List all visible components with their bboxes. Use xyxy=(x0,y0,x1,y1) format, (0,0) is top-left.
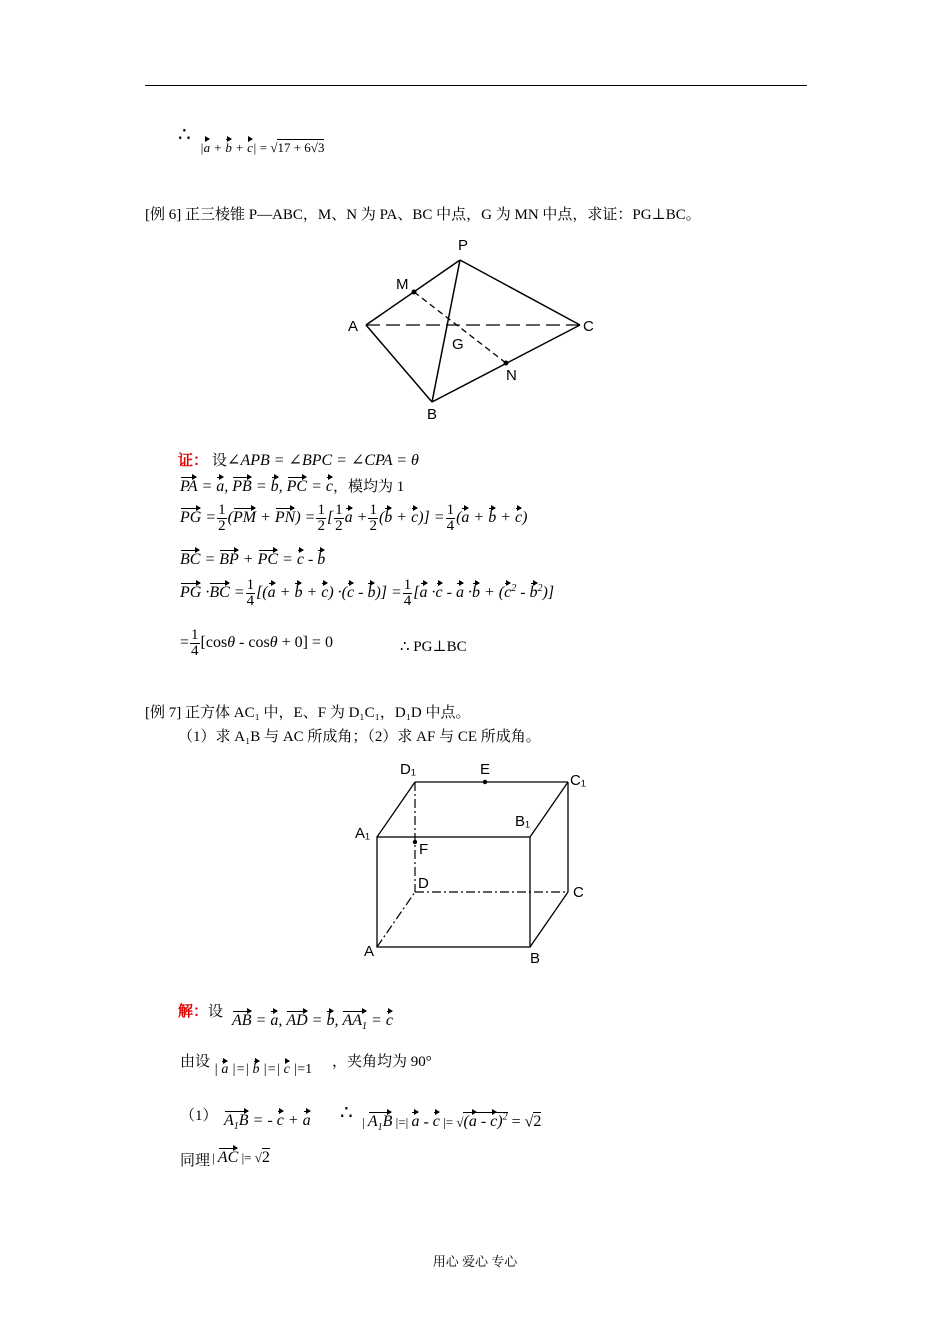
solution-label: 解： xyxy=(178,1004,209,1020)
proof-line-5: PG ·BC = $\frac{1}{4}$ [(a + b + c) ·(c - b)] = $\frac{1}{4}$ $[a \cdot c - a \cdot b + (c^2 - b^2)]$ xyxy=(180,577,555,609)
proof-line-2: PA = a, PB = b, PC = c，模均为 1 xyxy=(180,478,405,495)
label-C1: C₁ xyxy=(570,772,586,789)
header-rule xyxy=(145,85,807,86)
part1-result: | $A_1B$ |=| a - c |= √(a - c)$^2$ = √2 xyxy=(362,1112,542,1134)
solution-set-expr: AB = a, AD = b, $AA_1 = c$ xyxy=(232,1012,393,1033)
label-A: A xyxy=(348,318,359,335)
part1-expr: $A_1B$ = - c + a xyxy=(224,1112,311,1133)
proof-conclusion: ∴ PG⊥BC xyxy=(400,639,467,655)
example6-title: [例 6] 正三棱锥 P—ABC，M、N 为 PA、BC 中点，G 为 MN 中点，求证：PG⊥BC。 xyxy=(145,207,701,223)
proof-label: 证： xyxy=(178,453,209,469)
proof-line-1: 证： 设∠APB = ∠BPC = ∠CPA = θ xyxy=(178,452,419,469)
label-D1: D₁ xyxy=(400,761,416,778)
label-N: N xyxy=(506,367,517,384)
label-M: M xyxy=(396,276,409,293)
part1-therefore: ∴ xyxy=(340,1102,353,1124)
footer-text: 用心 爱心 专心 xyxy=(432,1254,518,1269)
same-expr: | AC |= √2 xyxy=(212,1149,270,1166)
proof-line-6: = $\frac{1}{4}$ [cosθ - cosθ + 0] = 0 xyxy=(180,627,333,659)
therefore-line-1 xyxy=(178,126,191,151)
given-expr: | a |=| b |=| c |=1 xyxy=(214,1062,313,1077)
example7-questions: （1）求 A₁B 与 AC 所成角；（2）求 AF 与 CE 所成角。 xyxy=(178,729,541,745)
label-F: F xyxy=(419,841,429,858)
label-A: A xyxy=(364,943,375,960)
label-B1: B₁ xyxy=(515,813,531,830)
proof-line-3: PG = $\frac{1}{2}$ (PM + PN) = $\frac{1}{2}$ [ $\frac{1}{2}$ a + $\frac{1}{2}$ (b + c)] = $\frac{1}{4}$ (a + b + c) xyxy=(180,502,528,534)
therefore-symbol: ∴ xyxy=(178,124,191,146)
magnitude-expression: |a + b + c| = √17 + 6√3 xyxy=(200,140,325,155)
modulus-note: ，模均为 1 xyxy=(332,479,405,495)
label-G: G xyxy=(452,336,464,353)
example7-title: [例 7] 正方体 AC₁ 中，E、F 为 D₁C₁，D₁D 中点。 xyxy=(145,705,471,721)
label-C: C xyxy=(573,884,584,901)
solution-line-1 xyxy=(178,1000,223,1021)
label-B: B xyxy=(530,950,541,967)
label-B: B xyxy=(427,406,438,423)
pyramid-figure xyxy=(330,230,630,425)
same-prefix: 同理 xyxy=(180,1153,211,1169)
given-prefix: 由设 xyxy=(180,1054,211,1070)
solution-set: 设 xyxy=(208,1004,224,1020)
label-C: C xyxy=(583,318,594,335)
label-D: D xyxy=(418,875,429,892)
part1-label: （1） xyxy=(180,1108,218,1124)
label-P: P xyxy=(458,237,469,254)
cube-figure xyxy=(340,752,600,972)
label-E: E xyxy=(480,761,491,778)
proof-line-4: BC = BP + PC = c - b xyxy=(180,551,326,568)
given-suffix: ，夹角均为 90° xyxy=(332,1054,432,1070)
label-A1: A₁ xyxy=(355,825,371,842)
